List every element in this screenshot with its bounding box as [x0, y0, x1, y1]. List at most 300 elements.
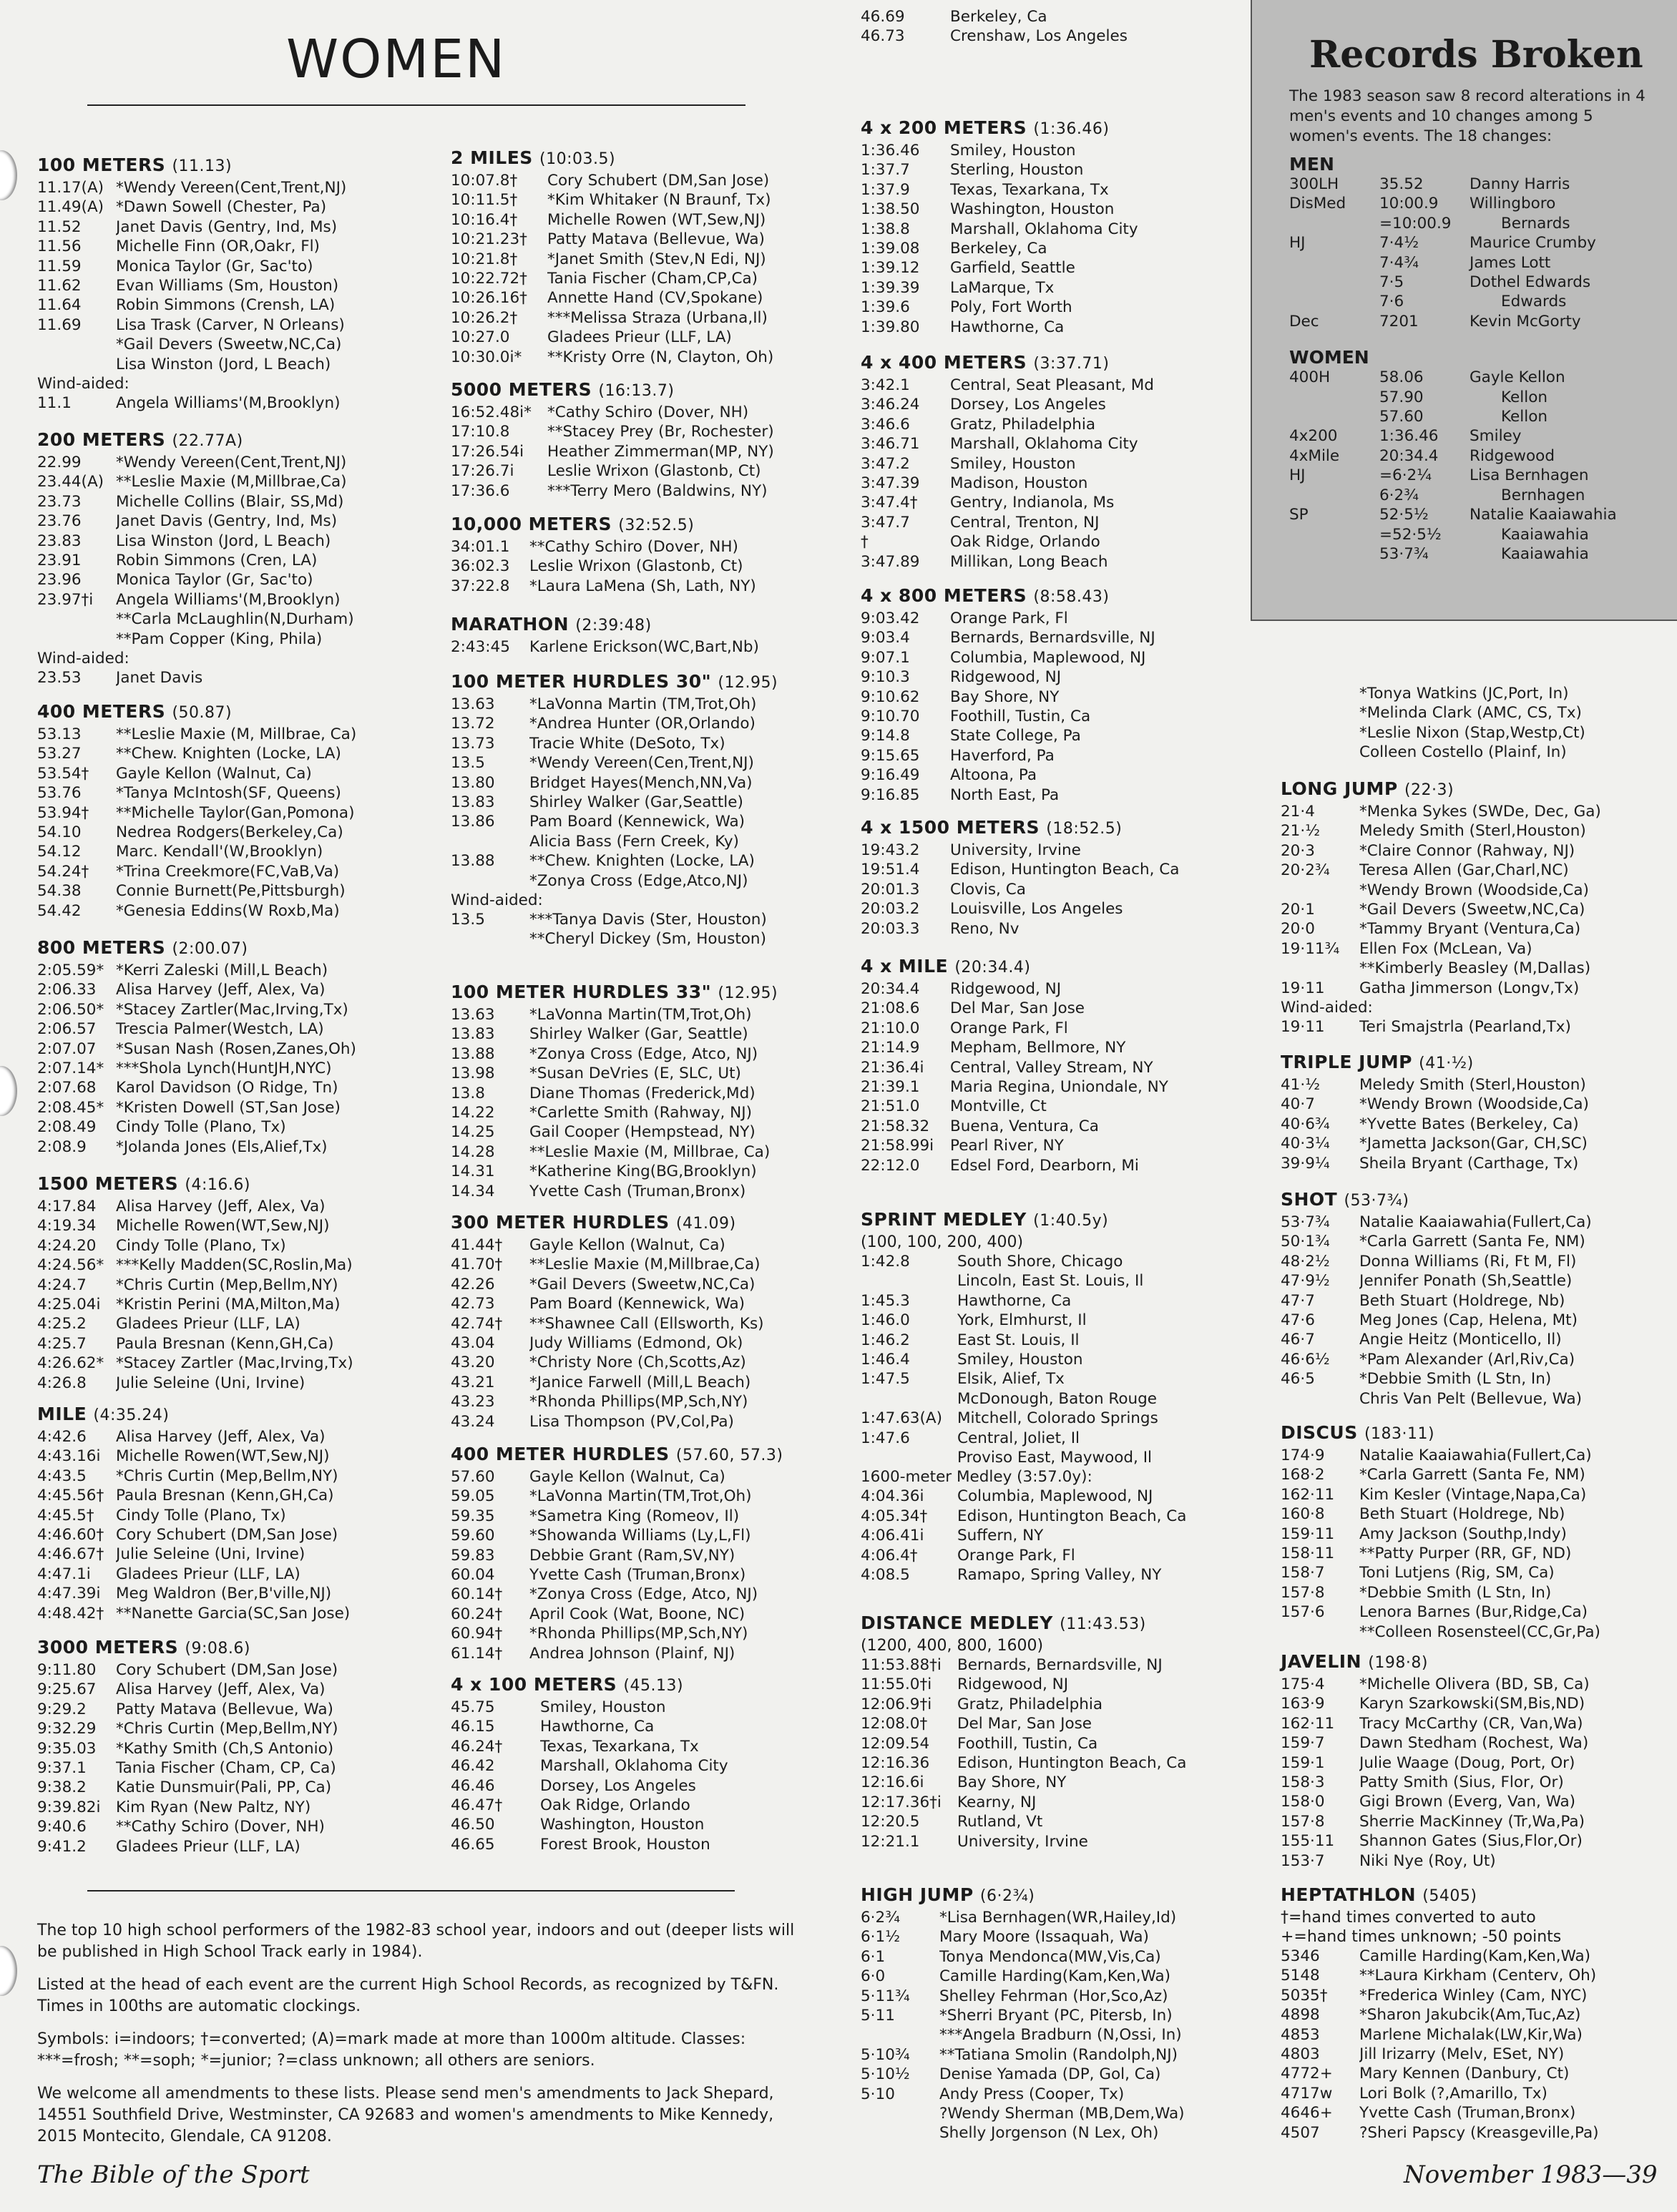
event-subtitle: (1200, 400, 800, 1600)	[861, 1637, 1044, 1655]
mark: 43.23	[451, 1393, 495, 1411]
athlete: Gratz, Philadelphia	[957, 1695, 1103, 1713]
mark: 4:48.42†	[37, 1604, 104, 1623]
event-record: (57.60, 57.3)	[675, 1447, 783, 1464]
mark: 11:53.88†i	[861, 1656, 942, 1674]
event-title	[1281, 1189, 1667, 1210]
result-row	[861, 1773, 1261, 1792]
result-row	[861, 648, 1261, 667]
result-row	[861, 1753, 1261, 1773]
mark: 12:20.5	[861, 1813, 920, 1831]
mark: 19:51.4	[861, 861, 920, 879]
athlete: Hawthorne, Ca	[540, 1718, 655, 1736]
result-row	[451, 851, 851, 871]
athlete: Pam Board (Kennewick, Wa)	[529, 1295, 745, 1313]
athlete: Dorsey, Los Angeles	[950, 396, 1106, 414]
mark: 4898	[1281, 2006, 1320, 2025]
result-row	[1281, 1291, 1667, 1311]
result-row	[451, 577, 851, 596]
result-row	[1281, 2045, 1667, 2064]
record-mark: 35.52	[1379, 175, 1424, 193]
event-record: (18:52.5)	[1046, 820, 1123, 838]
athlete: Smiley, Houston	[950, 142, 1076, 160]
athlete: Michelle Rowen (WT,Sew,NJ)	[547, 210, 766, 229]
athlete: Shirley Walker (Gar, Seattle)	[529, 1025, 748, 1044]
athlete: Meledy Smith (Sterl,Houston)	[1359, 1076, 1586, 1094]
athlete: Monica Taylor (Gr, Sac'to)	[116, 257, 313, 275]
athlete: Smiley, Houston	[540, 1698, 666, 1716]
mark: 43.20	[451, 1354, 495, 1372]
result-row	[861, 667, 1261, 687]
mark: 60.24†	[451, 1605, 503, 1623]
mark	[861, 1389, 957, 1409]
mark: 2:06.33	[37, 981, 97, 999]
athlete: *Chris Curtin (Mep,Bellm,NY)	[116, 1720, 338, 1738]
page-title: WOMEN	[286, 29, 507, 90]
mark: 11.64	[37, 296, 82, 315]
mark: 12:21.1	[861, 1832, 920, 1851]
athlete: Dorsey, Los Angeles	[540, 1776, 696, 1795]
athlete: *Lisa Bernhagen(WR,Hailey,Id)	[939, 1909, 1177, 1927]
mark: 3:47.39	[861, 474, 920, 493]
result-row	[451, 1333, 851, 1353]
result-row	[37, 1276, 438, 1295]
athlete: Lisa Winston (Jord, L Beach)	[116, 355, 331, 373]
result-row	[861, 415, 1261, 434]
athlete: Michelle Rowen(WT,Sew,NJ)	[116, 1217, 330, 1235]
athlete: Central, Valley Stream, NY	[950, 1058, 1153, 1077]
athlete: *Kathy Smith (Ch,S Antonio)	[116, 1739, 334, 1758]
athlete: Gladees Prieur (LLF, LA)	[116, 1565, 300, 1583]
mark: 4:19.34	[37, 1217, 97, 1235]
footer-note-4: We welcome all amendments to these lists. Please send men's amendments to Jack Shepard, 14551 Southfield Drive, Westminster, CA 92683 and women's amendments to Mike Kennedy, 2015 Montecito, Glendale, CA 91208.	[37, 2085, 774, 2145]
event-record: (12.95)	[718, 984, 778, 1002]
mark: 157·8	[1281, 1812, 1325, 1831]
mark: 4:26.8	[37, 1374, 87, 1392]
athlete: *Laura LaMena (Sh, Lath, NY)	[529, 577, 756, 595]
athlete: Niki Nye (Roy, Ut)	[1359, 1851, 1496, 1870]
event-esp	[1281, 1189, 1667, 1409]
athlete: *Carlette Smith (Rahway, NJ)	[529, 1104, 752, 1122]
result-row	[37, 744, 438, 763]
mark: 41.44†	[451, 1236, 503, 1254]
record-event: 4x200	[1289, 427, 1338, 446]
result-row	[37, 197, 438, 217]
result-row	[861, 2025, 1261, 2045]
record-row	[1289, 505, 1677, 524]
athlete: *Katherine King(BG,Brooklyn)	[529, 1163, 757, 1181]
athlete: *Wendy Vereen(Cent,Trent,NJ)	[116, 179, 347, 197]
athlete: Janet Davis (Gentry, Ind, Ms)	[116, 512, 338, 531]
result-row	[861, 1832, 1261, 1851]
mark: 59.83	[451, 1546, 495, 1565]
athlete: **Tatiana Smolin (Randolph,NJ)	[939, 2045, 1178, 2064]
athlete: April Cook (Wat, Boone, NC)	[529, 1605, 745, 1623]
mark: 3:47.2	[861, 454, 910, 473]
result-row	[37, 668, 438, 687]
athlete: Forest Brook, Houston	[540, 1835, 710, 1854]
result-row	[451, 1412, 851, 1432]
result-row	[1281, 1792, 1667, 1811]
result-row	[37, 1837, 438, 1856]
result-row	[1281, 743, 1667, 762]
athlete: Gladees Prieur (LLF, LA)	[547, 328, 732, 347]
athlete: Toni Lutjens (Rig, SM, Ca)	[1359, 1564, 1555, 1582]
athlete: *Rhonda Phillips(MP,Sch,NY)	[529, 1625, 748, 1643]
athlete: Proviso East, Maywood, Il	[957, 1449, 1153, 1467]
athlete: Marshall, Oklahoma City	[950, 220, 1138, 238]
mark: 60.14†	[451, 1585, 503, 1604]
result-row	[37, 961, 438, 980]
mark: 2:07.07	[37, 1039, 97, 1058]
athlete: Texas, Texarkana, Tx	[540, 1737, 699, 1756]
athlete: *Tammy Bryant (Ventura,Ca)	[1359, 920, 1581, 939]
event-ehjcont	[1281, 684, 1667, 763]
event-edist	[861, 1612, 1261, 1851]
mark: 46.47†	[451, 1796, 503, 1815]
event-record: (12.95)	[718, 674, 778, 692]
athlete: Millikan, Long Beach	[950, 552, 1108, 571]
mark: 23.96	[37, 571, 82, 589]
event-name: 2 MILES	[451, 147, 533, 168]
athlete: *Pam Alexander (Arl,Riv,Ca)	[1359, 1350, 1575, 1369]
mark: 21·4	[1281, 803, 1315, 821]
athlete: *Stacey Zartler (Mac,Irving,Tx)	[116, 1354, 353, 1373]
mark: 9:37.1	[37, 1759, 87, 1778]
mark: 153·7	[1281, 1851, 1325, 1870]
athlete: **Kimberly Beasley (M,Dallas)	[1359, 959, 1591, 978]
result-row	[451, 929, 851, 949]
athlete: Madison, Houston	[950, 474, 1088, 493]
mark: 2:08.45*	[37, 1098, 104, 1117]
mark: 168·2	[1281, 1466, 1325, 1484]
result-row	[861, 1565, 1261, 1585]
athlete: University, Irvine	[950, 841, 1081, 859]
mark: 53.13	[37, 725, 82, 743]
mark: 9:32.29	[37, 1720, 97, 1738]
athlete: Natalie Kaaiawahia(Fullert,Ca)	[1359, 1213, 1592, 1231]
mark: 6·2¾	[861, 1909, 901, 1927]
mark: 13.73	[451, 734, 495, 753]
mark: 12:16.6i	[861, 1773, 924, 1792]
result-row	[1281, 1311, 1667, 1330]
mark: 11.56	[37, 238, 82, 256]
mark: 6·1	[861, 1947, 886, 1966]
event-record: (50.87)	[172, 704, 233, 722]
athlete: Gayle Kellon (Walnut, Ca)	[116, 764, 312, 783]
mark: 4:45.56†	[37, 1487, 104, 1505]
athlete: Marlene Michalak(LW,Kir,Wa)	[1359, 2025, 1583, 2044]
record-mark: 7·4¾	[1379, 253, 1419, 272]
mark: 9:11.80	[37, 1661, 97, 1679]
athlete: **Carla McLaughlin(N,Durham)	[116, 610, 354, 629]
athlete: ***Kelly Madden(SC,Roslin,Ma)	[116, 1256, 353, 1275]
record-holder: Ridgewood	[1470, 446, 1555, 465]
mark: 17:26.54i	[451, 442, 524, 461]
result-row	[37, 1098, 438, 1117]
mark: 4:45.5†	[37, 1506, 94, 1525]
event-e4x100	[451, 1674, 851, 1854]
mark: 54.12	[37, 843, 82, 861]
mark: 12:17.36†i	[861, 1793, 942, 1811]
athlete: *Yvette Bates (Berkeley, Ca)	[1359, 1115, 1579, 1133]
result-row	[861, 1389, 1261, 1409]
mark: 1:47.63(A)	[861, 1409, 942, 1428]
result-row	[451, 812, 851, 831]
result-row	[1281, 1986, 1667, 2005]
result-row	[37, 492, 438, 512]
event-title	[861, 352, 1261, 373]
athlete: Cory Schubert (DM,San Jose)	[116, 1526, 338, 1545]
event-title	[451, 514, 851, 534]
athlete: *Jolanda Jones (Els,Alief,Tx)	[116, 1137, 328, 1156]
event-name: 100 METERS	[37, 155, 166, 175]
result-row	[861, 2104, 1261, 2123]
event-title	[1281, 1651, 1667, 1672]
athlete: Yvette Cash (Truman,Bronx)	[529, 1566, 746, 1585]
record-mark: 20:34.4	[1379, 446, 1439, 465]
athlete: Maria Regina, Uniondale, NY	[950, 1078, 1168, 1097]
mark: 13.5	[451, 754, 485, 773]
event-title	[1281, 1884, 1667, 1905]
mark: 4:42.6	[37, 1428, 87, 1446]
result-row	[451, 1605, 851, 1624]
mark: 19·11	[1281, 979, 1325, 997]
result-row	[451, 537, 851, 557]
event-name: HIGH JUMP	[861, 1884, 974, 1905]
result-row	[861, 454, 1261, 474]
athlete: Mary Kennen (Danbury, Ct)	[1359, 2065, 1570, 2083]
athlete: Gayle Kellon (Walnut, Ca)	[529, 1236, 725, 1254]
athlete: Shelly Jorgenson (N Lex, Oh)	[939, 2124, 1159, 2143]
result-row	[1281, 723, 1667, 743]
result-row	[451, 714, 851, 733]
result-row	[1281, 939, 1667, 959]
athlete: ***Angela Bradburn (N,Ossi, In)	[939, 2026, 1182, 2045]
record-event: HJ	[1289, 234, 1306, 253]
result-row	[451, 1275, 851, 1294]
record-mark: 1:36.46	[1379, 427, 1439, 446]
mark: 158·3	[1281, 1773, 1325, 1792]
result-row	[37, 217, 438, 237]
athlete: **Chew. Knighten (Locke, LA)	[529, 852, 755, 871]
mark: 53.94†	[37, 803, 89, 822]
mark: 159·7	[1281, 1734, 1325, 1753]
result-row	[1281, 1525, 1667, 1544]
result-row	[861, 726, 1261, 745]
athlete: **Cathy Schiro (Dover, NH)	[529, 538, 738, 556]
mark: 9:16.49	[861, 766, 920, 785]
mark: 9:35.03	[37, 1739, 97, 1758]
athlete: Chris Van Pelt (Bellevue, Wa)	[1359, 1389, 1583, 1408]
mark: 4:24.7	[37, 1276, 87, 1294]
athlete: Beth Stuart (Holdrege, Nb)	[1359, 1505, 1565, 1524]
mark: 42.74†	[451, 1314, 503, 1333]
event-e300h	[451, 1212, 851, 1432]
record-holder: Kellon	[1501, 408, 1548, 426]
mark: 4:04.36i	[861, 1487, 924, 1506]
event-record: (11.13)	[172, 157, 233, 175]
athlete: *Debbie Smith (L Stn, In)	[1359, 1583, 1552, 1602]
result-row	[37, 803, 438, 823]
mark: 14.34	[451, 1182, 495, 1200]
record-mark: =10:00.9	[1379, 214, 1452, 233]
result-row	[861, 200, 1261, 219]
mark: 3:47.7	[861, 513, 910, 532]
result-row	[451, 1815, 851, 1834]
result-row	[37, 1295, 438, 1314]
mark: 46.69	[861, 8, 905, 26]
athlete: Suffern, NY	[957, 1527, 1044, 1545]
athlete: Alisa Harvey (Jeff, Alex, Va)	[116, 1680, 326, 1699]
athlete: Tania Fischer (Cham,CP,Ca)	[547, 270, 758, 288]
mark: 20:03.2	[861, 900, 920, 919]
mark: 60.04	[451, 1566, 495, 1585]
athlete: Hawthorne, Ca	[950, 318, 1065, 336]
mark: 23.76	[37, 512, 82, 531]
result-row	[451, 269, 851, 288]
result-row	[861, 1908, 1261, 1927]
event-e400	[37, 701, 438, 921]
record-mark: 7201	[1379, 312, 1419, 331]
result-row	[451, 481, 851, 501]
athlete: Ridgewood, NJ	[950, 980, 1062, 998]
result-row	[861, 376, 1261, 395]
mark: 10:26.16†	[451, 289, 527, 308]
result-row	[861, 1429, 1261, 1448]
result-row	[37, 1447, 438, 1466]
result-row	[861, 1448, 1261, 1467]
result-row	[37, 1467, 438, 1486]
athlete: **Laura Kirkham (Centerv, Oh)	[1359, 1967, 1597, 1985]
athlete: Michelle Rowen(WT,Sew,NJ)	[116, 1447, 330, 1466]
athlete: LaMarque, Tx	[950, 278, 1055, 297]
mark	[861, 1448, 957, 1467]
result-row	[1281, 703, 1667, 723]
result-row	[37, 725, 438, 744]
record-event	[1289, 292, 1379, 311]
event-title	[37, 1404, 438, 1424]
athlete: Andy Press (Cooper, Tx)	[939, 2085, 1125, 2103]
result-row	[37, 1680, 438, 1699]
event-title	[1281, 1052, 1667, 1072]
footer-rule	[87, 1890, 735, 1892]
event-name: LONG JUMP	[1281, 778, 1398, 799]
mark: 9:07.1	[861, 648, 910, 667]
mark: 13.72	[451, 715, 495, 733]
athlete: Patty Matava (Bellevue, Wa)	[116, 1700, 333, 1718]
wind-aided-label: Wind-aided:	[37, 650, 129, 668]
athlete: Foothill, Tustin, Ca	[950, 708, 1091, 726]
athlete: Sterling, Houston	[950, 161, 1084, 180]
event-elj	[1281, 778, 1667, 1037]
mark: 21:58.99i	[861, 1137, 934, 1155]
athlete: Julie Seleine (Uni, Irvine)	[116, 1374, 305, 1392]
mark: 4507	[1281, 2123, 1320, 2142]
athlete: Oak Ridge, Orlando	[950, 533, 1100, 552]
result-row	[451, 1796, 851, 1815]
footer-note-3: Symbols: i=indoors; †=converted; (A)=mark made at more than 1000m altitude. Classes: ***=frosh; **=soph; *=junior; ?=class unknown; all others are seniors.	[37, 2030, 746, 2070]
event-eh30	[451, 671, 851, 949]
mark	[1281, 684, 1359, 703]
result-row	[861, 609, 1261, 628]
mark: 45.75	[451, 1698, 495, 1716]
mark: 9:10.62	[861, 687, 920, 706]
event-etj	[1281, 1052, 1667, 1173]
mark: 157·8	[1281, 1583, 1325, 1602]
result-row	[1281, 1095, 1667, 1114]
athlete: Diane Thomas (Frederick,Md)	[529, 1084, 756, 1102]
event-ejt	[1281, 1651, 1667, 1871]
result-row	[861, 395, 1261, 414]
result-row	[37, 1137, 438, 1157]
result-row	[1281, 1694, 1667, 1713]
result-row	[37, 1486, 438, 1505]
mark: 21:08.6	[861, 999, 920, 1018]
event-record: (3:37.71)	[1033, 355, 1110, 373]
record-row	[1289, 426, 1677, 446]
result-row	[37, 512, 438, 531]
athlete: Marshall, Oklahoma City	[540, 1757, 728, 1776]
result-row	[1281, 1733, 1667, 1753]
mark: 2:06.57	[37, 1020, 97, 1039]
result-row	[1281, 881, 1667, 900]
event-record: (22.77A)	[172, 432, 243, 450]
result-row	[451, 230, 851, 249]
athlete: Gratz, Philadelphia	[950, 415, 1096, 434]
result-row	[451, 1182, 851, 1201]
mark: 46.46	[451, 1776, 495, 1795]
mark: 21:10.0	[861, 1019, 920, 1037]
mark: 10:22.72†	[451, 270, 527, 288]
record-row	[1289, 253, 1677, 273]
athlete: Pam Board (Kennewick, Wa)	[529, 813, 745, 831]
mark: 1:37.9	[861, 180, 910, 199]
record-mark: =52·5½	[1379, 525, 1442, 544]
result-row	[37, 610, 438, 629]
result-row	[451, 793, 851, 812]
mark: 4:24.56*	[37, 1256, 104, 1275]
result-row	[861, 1058, 1261, 1077]
mark: 46·5	[1281, 1370, 1315, 1389]
result-row	[1281, 1350, 1667, 1369]
result-row	[451, 1717, 851, 1736]
mark: 20:34.4	[861, 980, 920, 998]
mark: 23.73	[37, 492, 82, 511]
mark: 43.24	[451, 1412, 495, 1431]
mark: 13.88	[451, 852, 495, 871]
record-row	[1289, 388, 1677, 407]
athlete: Cindy Tolle (Plano, Tx)	[116, 1118, 286, 1137]
athlete: *Janet Smith (Stev,N Edi, NJ)	[547, 250, 766, 268]
event-name: 1500 METERS	[37, 1173, 179, 1194]
mark: 53.27	[37, 745, 82, 763]
event-name: 4 x 800 METERS	[861, 585, 1027, 606]
athlete: Janet Davis	[116, 669, 203, 687]
result-row	[861, 1967, 1261, 1986]
athlete: Michelle Finn (OR,Oakr, Fl)	[116, 238, 320, 256]
record-holder: Kevin McGorty	[1470, 312, 1581, 331]
result-row	[37, 1117, 438, 1137]
athlete: *Susan Nash (Rosen,Zanes,Oh)	[116, 1039, 356, 1058]
athlete: Foothill, Tustin, Ca	[957, 1734, 1098, 1753]
record-mark: 7·5	[1379, 273, 1404, 292]
result-row	[861, 513, 1261, 532]
record-row	[1289, 525, 1677, 544]
athlete: Julie Waage (Doug, Port, Or)	[1359, 1753, 1575, 1772]
athlete: Smiley, Houston	[950, 454, 1076, 473]
result-row	[1281, 979, 1667, 998]
athlete: Louisville, Los Angeles	[950, 900, 1123, 919]
